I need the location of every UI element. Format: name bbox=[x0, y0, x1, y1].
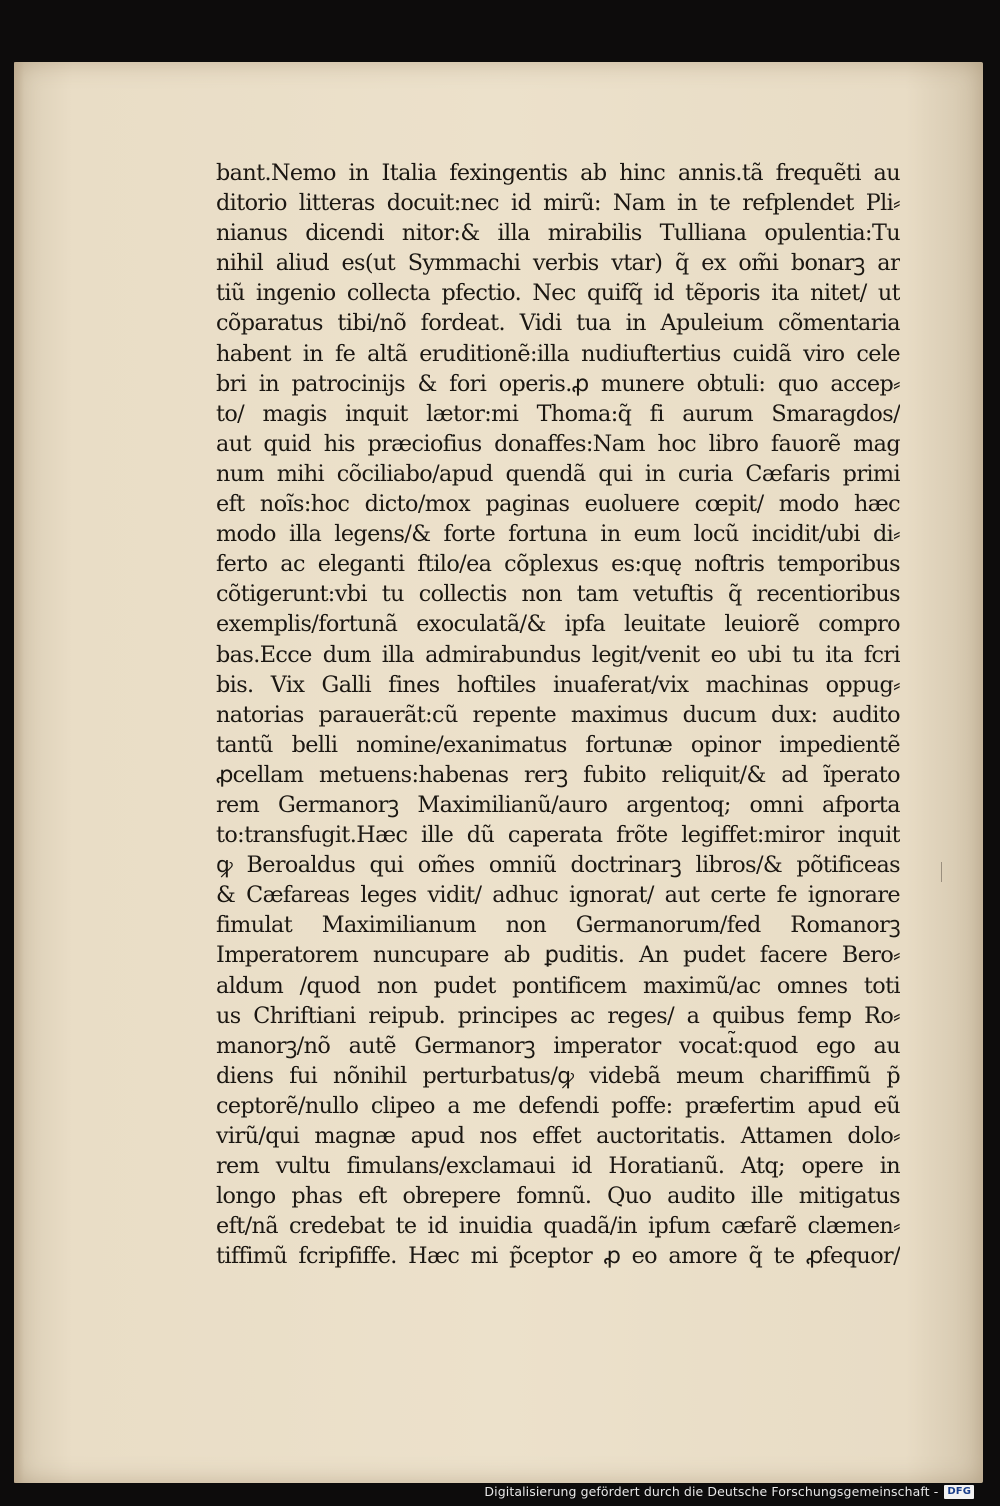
text-line: exemplis/fortunã exoculatã/& ipfa leuitate leuiorẽ compro bbox=[216, 611, 900, 638]
text-line: habent in fe altã eruditionẽ:illa nudiuftertius cuidã viro cele bbox=[216, 340, 900, 367]
dfg-logo: DFG bbox=[944, 1485, 974, 1499]
text-line: nihil aliud es(ut Symmachi verbis vtar) q̃ ex om̃i bonarꝫ ar bbox=[216, 250, 900, 277]
text-line: bis. Vix Galli fines hoftiles inuaferat/vix machinas oppug⸗ bbox=[216, 671, 900, 698]
text-line: eft/nã credebat te id inuidia quadã/in ipfum cæfarẽ clæmen⸗ bbox=[216, 1213, 900, 1240]
text-line: nianus dicendi nitor:& illa mirabilis Tulliana opulentia:Tu bbox=[216, 220, 900, 247]
text-line: rem vultu fimulans/exclamaui id Horatianũ. Atq; opere in bbox=[216, 1153, 900, 1180]
text-line: to/ magis inquit lætor:mi Thoma:q̃ fi aurum Smaragdos/ bbox=[216, 400, 900, 427]
text-line: num mihi cõciliabo/apud quendã qui in curia Cæfaris primi bbox=[216, 460, 900, 487]
text-line: aut quid his præciofius donaffes:Nam hoc libro fauorẽ mag bbox=[216, 430, 900, 457]
page-edge-shadow bbox=[14, 62, 24, 1483]
text-line: tiffimũ fcripfiffe. Hæc mi p̃ceptor ꝓ eo amore q̃ te ꝓfequor/ bbox=[216, 1243, 900, 1270]
text-line: Imperatorem nuncupare ab ꝑuditis. An pudet facere Bero⸗ bbox=[216, 942, 900, 969]
text-line: natorias parauerãt:cũ repente maximus ducum dux: audito bbox=[216, 701, 900, 728]
text-line: ꝓcellam metuens:habenas rerꝫ fubito reliquit/& ad ĩperato bbox=[216, 761, 900, 788]
text-line: cõtigerunt:vbi tu collectis non tam vetuftis q̃ recentioribus bbox=[216, 581, 900, 608]
text-line: ꝙ Beroaldus qui om̃es omniũ doctrinarꝫ libros/& põtificeas bbox=[216, 852, 900, 879]
text-line: ceptorẽ/nullo clipeo a me defendi poffe: præfertim apud eũ bbox=[216, 1092, 900, 1119]
text-line: aldum /quod non pudet pontificem maximũ/ac omnes toti bbox=[216, 972, 900, 999]
text-line: fimulat Maximilianum non Germanorum/fed Romanorꝫ bbox=[216, 912, 900, 939]
text-line: rem Germanorꝫ Maximilianũ/auro argentoq; omni afporta bbox=[216, 791, 900, 818]
text-line: tiũ ingenio collecta pfectio. Nec quifq̃ id tẽporis ita nitet/ ut bbox=[216, 280, 900, 307]
text-line: bant.Nemo in Italia fexingentis ab hinc annis.tã frequẽti au bbox=[216, 160, 900, 186]
text-line: eft noĩs:hoc dicto/mox paginas euoluere cœpit/ modo hæc bbox=[216, 491, 900, 518]
text-line: us Chriftiani reipub. principes ac reges/ a quibus femp Ro⸗ bbox=[216, 1002, 900, 1029]
text-line: tantũ belli nomine/exanimatus fortunæ opinor impedientẽ bbox=[216, 731, 900, 758]
text-line: bas.Ecce dum illa admirabundus legit/venit eo ubi tu ita fcri bbox=[216, 641, 900, 668]
text-line: manorꝫ/nõ autẽ Germanorꝫ imperator vocat̃:quod ego au bbox=[216, 1032, 900, 1059]
credit-text: Digitalisierung gefördert durch die Deutsche Forschungsgemeinschaft - bbox=[484, 1484, 939, 1499]
body-text bbox=[216, 158, 900, 1271]
text-line: ferto ac eleganti ftilo/ea cõplexus es:quę noftris temporibus bbox=[216, 551, 900, 578]
text-line: cõparatus tibi/nõ fordeat. Vidi tua in Apuleium cõmentaria bbox=[216, 310, 900, 337]
text-line: & Cæfareas leges vidit/ adhuc ignorat/ aut certe fe ignorare bbox=[216, 882, 900, 909]
text-line: ditorio litteras docuit:nec id mirũ: Nam in te refplendet Pli⸗ bbox=[216, 190, 900, 217]
text-line: to:transfugit.Hæc ille dũ caperata frõte legiffet:miror inquit bbox=[216, 822, 900, 849]
margin-mark bbox=[941, 862, 942, 882]
digitization-credit bbox=[484, 1484, 974, 1499]
text-line: virũ/qui magnæ apud nos effet auctoritatis. Attamen dolo⸗ bbox=[216, 1123, 900, 1149]
text-line: longo phas eft obrepere fomnũ. Quo audito ille mitigatus bbox=[216, 1183, 900, 1210]
text-line: modo illa legens/& forte fortuna in eum locũ incidit/ubi di⸗ bbox=[216, 521, 900, 548]
text-line: bri in patrocinijs & fori operis.ꝓ munere obtuli: quo accep⸗ bbox=[216, 370, 900, 397]
text-line: diens fui nõnihil perturbatus/ꝙ videbã meum chariffimũ p̃ bbox=[216, 1062, 900, 1089]
